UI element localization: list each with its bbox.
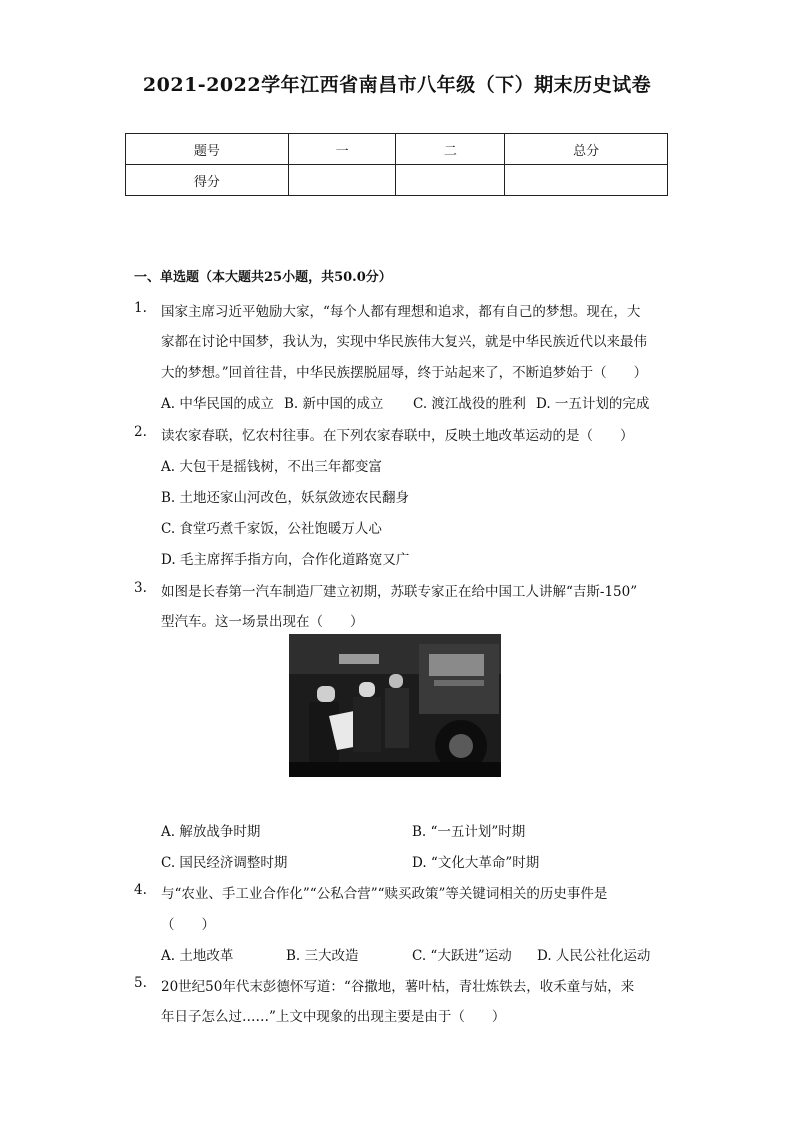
score-table <box>125 133 668 196</box>
option-d: D. “文化大革命”时期 <box>412 855 540 871</box>
score-header-cell: 一 <box>288 134 396 165</box>
question-text-line: 20世纪50年代末彭德怀写道：“谷撒地，薯叶枯，青壮炼铁去，收禾童与姑，来 <box>161 979 635 995</box>
score-row-label: 得分 <box>126 165 289 196</box>
score-header-cell: 二 <box>396 134 505 165</box>
question-text-line: 读农家春联，忆农村往事。在下列农家春联中，反映土地改革运动的是（ ） <box>161 428 634 444</box>
score-cell-2 <box>396 165 505 196</box>
question-number: 3. <box>134 580 147 596</box>
option-d: D. 人民公社化运动 <box>537 948 651 964</box>
question-number: 4. <box>134 882 147 898</box>
score-table-score-row <box>126 165 668 196</box>
question-number: 5. <box>134 975 147 991</box>
option-b: B. 新中国的成立 <box>284 396 384 412</box>
question-text-line: 国家主席习近平勉励大家，“每个人都有理想和追求，都有自己的梦想。现在，大 <box>161 304 641 320</box>
question-number: 2. <box>134 424 147 440</box>
option-b: B. “一五计划”时期 <box>412 824 526 840</box>
score-cell-1 <box>288 165 396 196</box>
question-text-line: 如图是长春第一汽车制造厂建立初期，苏联专家正在给中国工人讲解“吉斯-150” <box>161 584 638 600</box>
option-d: D. 毛主席挥手指方向，合作化道路宽又广 <box>161 552 410 568</box>
score-header-cell: 题号 <box>126 134 289 165</box>
score-cell-total <box>505 165 668 196</box>
score-header-cell: 总分 <box>505 134 668 165</box>
question-text-line: 年日子怎么过……”上文中现象的出现主要是由于（ ） <box>161 1009 506 1025</box>
factory-photo <box>289 634 501 777</box>
question-text-line: 大的梦想。”回首往昔，中华民族摆脱屈辱，终于站起来了，不断追梦始于（ ） <box>161 365 648 381</box>
question-number: 1. <box>134 300 147 316</box>
option-a: A. 解放战争时期 <box>161 824 261 840</box>
option-b: B. 土地还家山河改色，妖氛敛迹农民翻身 <box>161 490 410 506</box>
option-c: C. 国民经济调整时期 <box>161 855 288 871</box>
section-heading: 一、单选题（本大题共25小题，共50.0分） <box>134 270 392 285</box>
option-a: A. 中华民国的成立 <box>161 396 274 412</box>
option-c: C. 渡江战役的胜利 <box>413 396 526 412</box>
exam-title: 2021-2022学年江西省南昌市八年级（下）期末历史试卷 <box>142 74 652 96</box>
option-a: A. 大包干是摇钱树，不出三年都变富 <box>161 459 382 475</box>
option-d: D. 一五计划的完成 <box>536 396 650 412</box>
option-a: A. 土地改革 <box>161 948 234 964</box>
option-b: B. 三大改造 <box>286 948 359 964</box>
question-text-line: （ ） <box>161 917 215 933</box>
option-c: C. 食堂巧煮千家饭，公社饱暖万人心 <box>161 521 382 537</box>
score-table-header-row <box>126 134 668 165</box>
option-c: C. “大跃进”运动 <box>412 948 512 964</box>
question-text-line: 型汽车。这一场景出现在（ ） <box>161 614 364 630</box>
question-text-line: 与“农业、手工业合作化”“公私合营”“赎买政策”等关键词相关的历史事件是 <box>161 886 608 902</box>
factory-photo-illustration <box>289 634 501 777</box>
question-text-line: 家都在讨论中国梦，我认为，实现中华民族伟大复兴，就是中华民族近代以来最伟 <box>161 334 647 350</box>
